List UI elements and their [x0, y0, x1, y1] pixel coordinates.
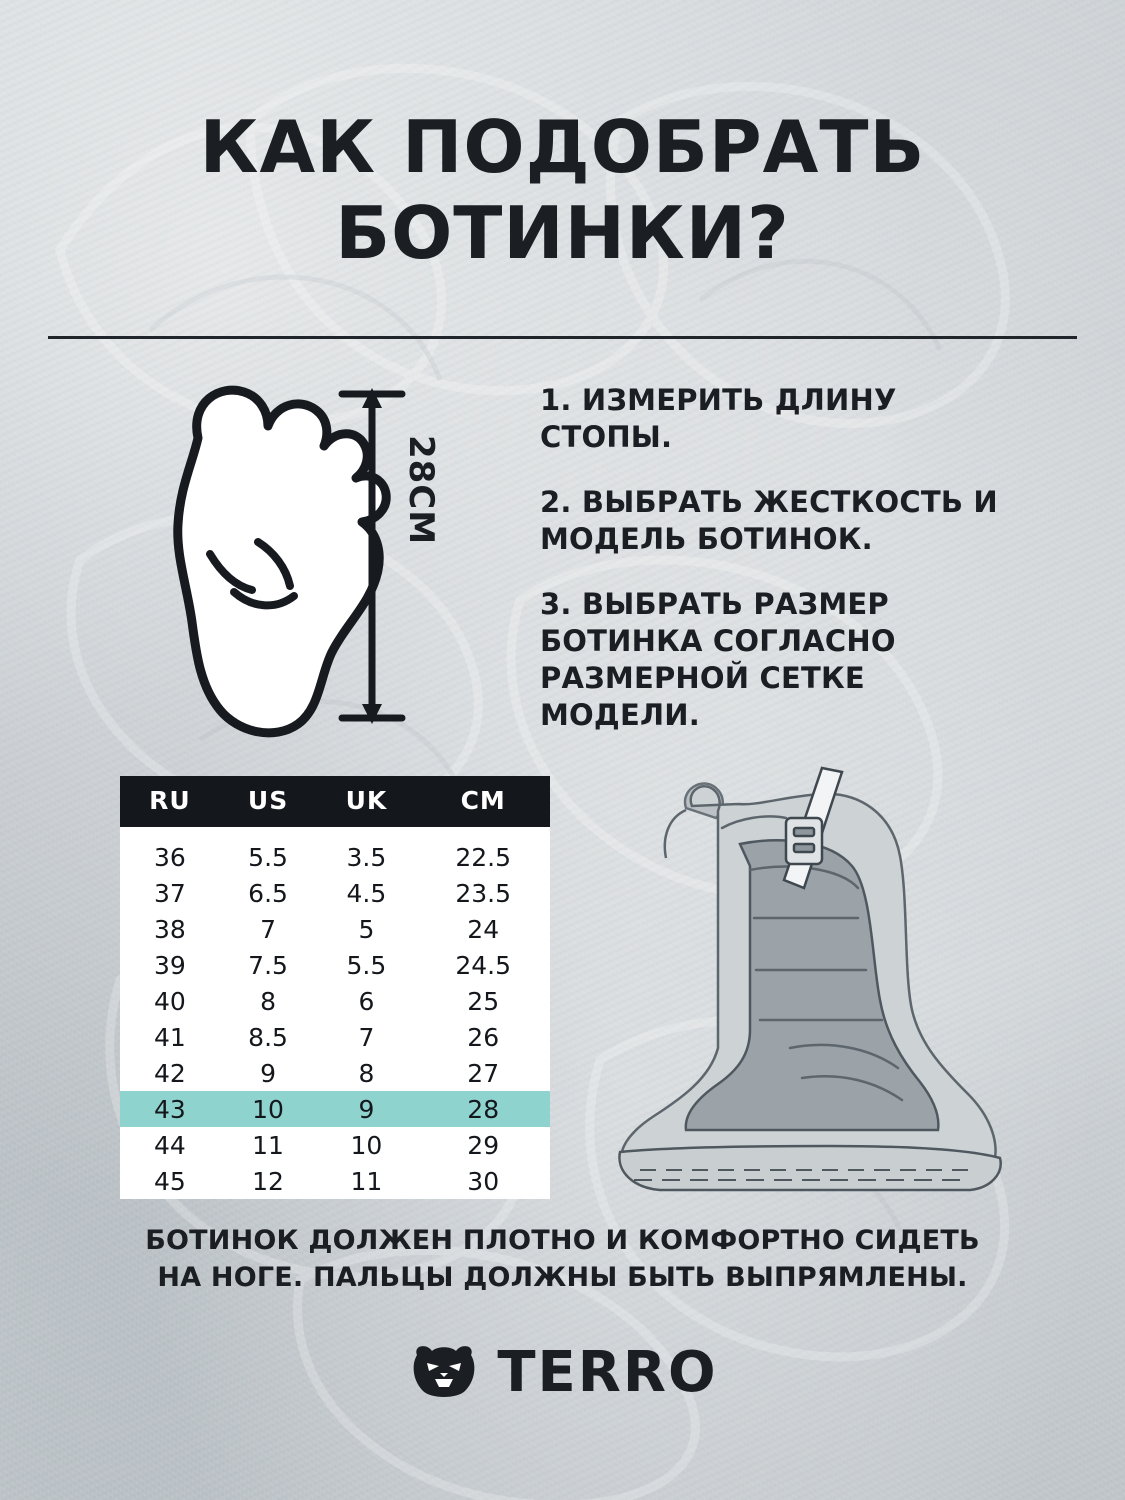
table-cell-ru: 42 [153, 1059, 186, 1088]
table-row [120, 875, 550, 911]
instruction-step-3: 3. ВЫБРАТЬ РАЗМЕР БОТИНКА СОГЛАСНО РАЗМЕРНОЙ СЕТКЕ МОДЕЛИ. [540, 587, 896, 732]
table-cell-ru: 43 [120, 1091, 220, 1127]
table-cell-us: 5.5 [248, 843, 288, 872]
table-cell-cm: 24.5 [455, 951, 512, 980]
table-row [120, 983, 550, 1019]
page-title-line-1: КАК ПОДОБРАТЬ [199, 105, 926, 189]
table-cell-us: 10 [220, 1091, 317, 1127]
table-cell-cm: 24 [467, 915, 500, 944]
instruction-steps [540, 382, 1010, 762]
snowboard-boot-illustration [590, 748, 1060, 1218]
table-cell-uk: 6 [358, 987, 375, 1016]
table-cell-uk: 4.5 [346, 879, 387, 908]
size-table-header-cm: CM [416, 776, 550, 827]
title-divider [48, 336, 1077, 339]
table-cell-us: 9 [260, 1059, 276, 1088]
table-cell-us: 12 [252, 1167, 284, 1196]
fit-note [0, 1222, 1125, 1296]
table-row [120, 1127, 550, 1163]
brand-name: TERRO [497, 1340, 718, 1405]
table-cell-cm: 28 [416, 1091, 550, 1127]
table-cell-us: 8.5 [248, 1023, 288, 1052]
table-cell-ru: 38 [153, 915, 186, 944]
table-cell-cm: 25 [467, 987, 500, 1016]
page-title [0, 104, 1125, 276]
size-table-body [120, 827, 550, 1199]
table-cell-cm: 26 [467, 1023, 500, 1052]
table-row [120, 827, 550, 875]
table-row [120, 1019, 550, 1055]
table-row [120, 1055, 550, 1091]
bear-head-icon [407, 1341, 481, 1405]
instruction-step-1: 1. ИЗМЕРИТЬ ДЛИНУ СТОПЫ. [540, 383, 897, 454]
table-cell-cm: 22.5 [455, 843, 512, 872]
size-table-header-row [120, 776, 550, 827]
table-cell-us: 8 [260, 987, 276, 1016]
foot-length-dimension [330, 386, 441, 726]
table-cell-us: 6.5 [248, 879, 288, 908]
table-cell-cm: 27 [467, 1059, 500, 1088]
table-cell-uk: 9 [316, 1091, 416, 1127]
table-cell-us: 7 [260, 915, 276, 944]
size-table-header-ru: RU [120, 776, 220, 827]
foot-length-value: 28CM [401, 434, 441, 546]
table-cell-uk: 5 [358, 915, 375, 944]
table-cell-ru: 39 [153, 951, 186, 980]
fit-note-line-1: БОТИНОК ДОЛЖЕН ПЛОТНО И КОМФОРТНО СИДЕТЬ [145, 1225, 980, 1256]
table-cell-uk: 5.5 [346, 951, 387, 980]
size-table [120, 776, 550, 1199]
table-row [120, 911, 550, 947]
table-cell-uk: 10 [350, 1131, 383, 1160]
table-row [120, 1091, 550, 1127]
table-cell-us: 7.5 [248, 951, 288, 980]
brand-logo [0, 1340, 1125, 1405]
table-cell-ru: 44 [153, 1131, 186, 1160]
table-cell-ru: 45 [153, 1167, 186, 1196]
size-table-header-us: US [220, 776, 317, 827]
table-row [120, 1163, 550, 1199]
table-cell-ru: 41 [153, 1023, 186, 1052]
table-cell-uk: 11 [350, 1167, 383, 1196]
table-cell-uk: 8 [358, 1059, 375, 1088]
table-cell-ru: 37 [153, 879, 186, 908]
page-title-line-2: БОТИНКИ? [335, 191, 790, 275]
size-table-header-uk: UK [316, 776, 416, 827]
table-cell-uk: 3.5 [346, 843, 387, 872]
table-cell-ru: 36 [153, 843, 186, 872]
table-cell-us: 11 [252, 1131, 284, 1160]
table-row [120, 947, 550, 983]
table-cell-uk: 7 [358, 1023, 375, 1052]
table-cell-cm: 30 [467, 1167, 500, 1196]
table-cell-ru: 40 [153, 987, 186, 1016]
table-cell-cm: 23.5 [455, 879, 512, 908]
dimension-arrow-icon [330, 386, 410, 726]
fit-note-line-2: НА НОГЕ. ПАЛЬЦЫ ДОЛЖНЫ БЫТЬ ВЫПРЯМЛЕНЫ. [157, 1262, 968, 1293]
instruction-step-2: 2. ВЫБРАТЬ ЖЕСТКОСТЬ И МОДЕЛЬ БОТИНОК. [540, 485, 998, 556]
table-cell-cm: 29 [467, 1131, 500, 1160]
